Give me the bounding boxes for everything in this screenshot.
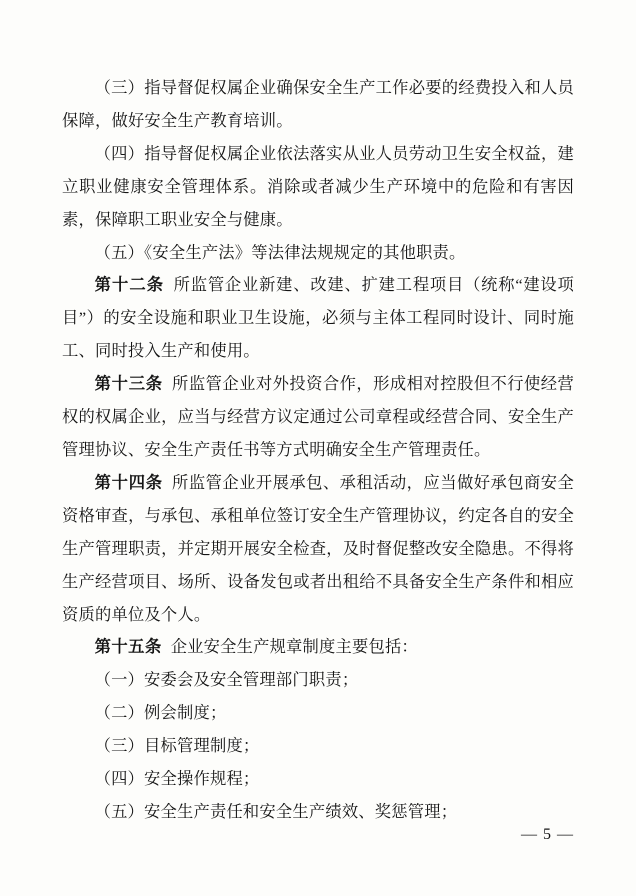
article-text: 所监管企业对外投资合作，形成相对控股但不行使经营权的权属企业，应当与经营方议定通过公司章程或经营合同、安全生产管理协议、安全生产责任书等方式明确安全生产管理责任。 — [62, 374, 574, 459]
article-paragraph — [62, 368, 574, 467]
article-label: 第十三条 — [94, 374, 163, 394]
article-label: 第十四条 — [94, 472, 163, 492]
paragraph: （二）例会制度； — [94, 703, 227, 723]
article-paragraph — [62, 467, 574, 632]
page-number: — 5 — — [521, 826, 574, 843]
article-label: 第十五条 — [94, 637, 162, 657]
article-text: 所监管企业开展承包、承租活动，应当做好承包商安全资格审查，与承包、承租单位签订安全生产管理协议，约定各自的安全生产管理职责，并定期开展安全检查，及时督促整改安全隐患。不得将生产经营项目、场所、设备发包或者出租给不具备安全生产条件和相应资质的单位及个人。 — [62, 472, 574, 624]
paragraph: （三）目标管理制度； — [94, 736, 260, 756]
document-body — [62, 72, 574, 829]
paragraph: （五）《安全生产法》等法律法规规定的其他职责。 — [94, 242, 466, 262]
article-text: 企业安全生产规章制度主要包括： — [170, 637, 418, 657]
paragraph: （四）指导督促权属企业依法落实从业人员劳动卫生安全权益，建立职业健康安全管理体系。消除或者减少生产环境中的危险和有害因素，保障职工职业安全与健康。 — [62, 143, 574, 229]
paragraph: （五）安全生产责任和安全生产绩效、奖惩管理； — [94, 801, 458, 821]
article-paragraph — [62, 631, 574, 664]
paragraph: （三）指导督促权属企业确保安全生产工作必要的经费投入和人员保障，做好安全生产教育培训。 — [62, 78, 574, 130]
paragraph: （四）安全操作规程； — [94, 769, 260, 789]
article-paragraph — [62, 269, 574, 368]
article-text: 所监管企业新建、改建、扩建工程项目（统称“建设项目”）的安全设施和职业卫生设施，必须与主体工程同时设计、同时施工、同时投入生产和使用。 — [62, 275, 574, 361]
article-label: 第十二条 — [94, 275, 165, 295]
paragraph: （一）安委会及安全管理部门职责； — [94, 670, 359, 690]
